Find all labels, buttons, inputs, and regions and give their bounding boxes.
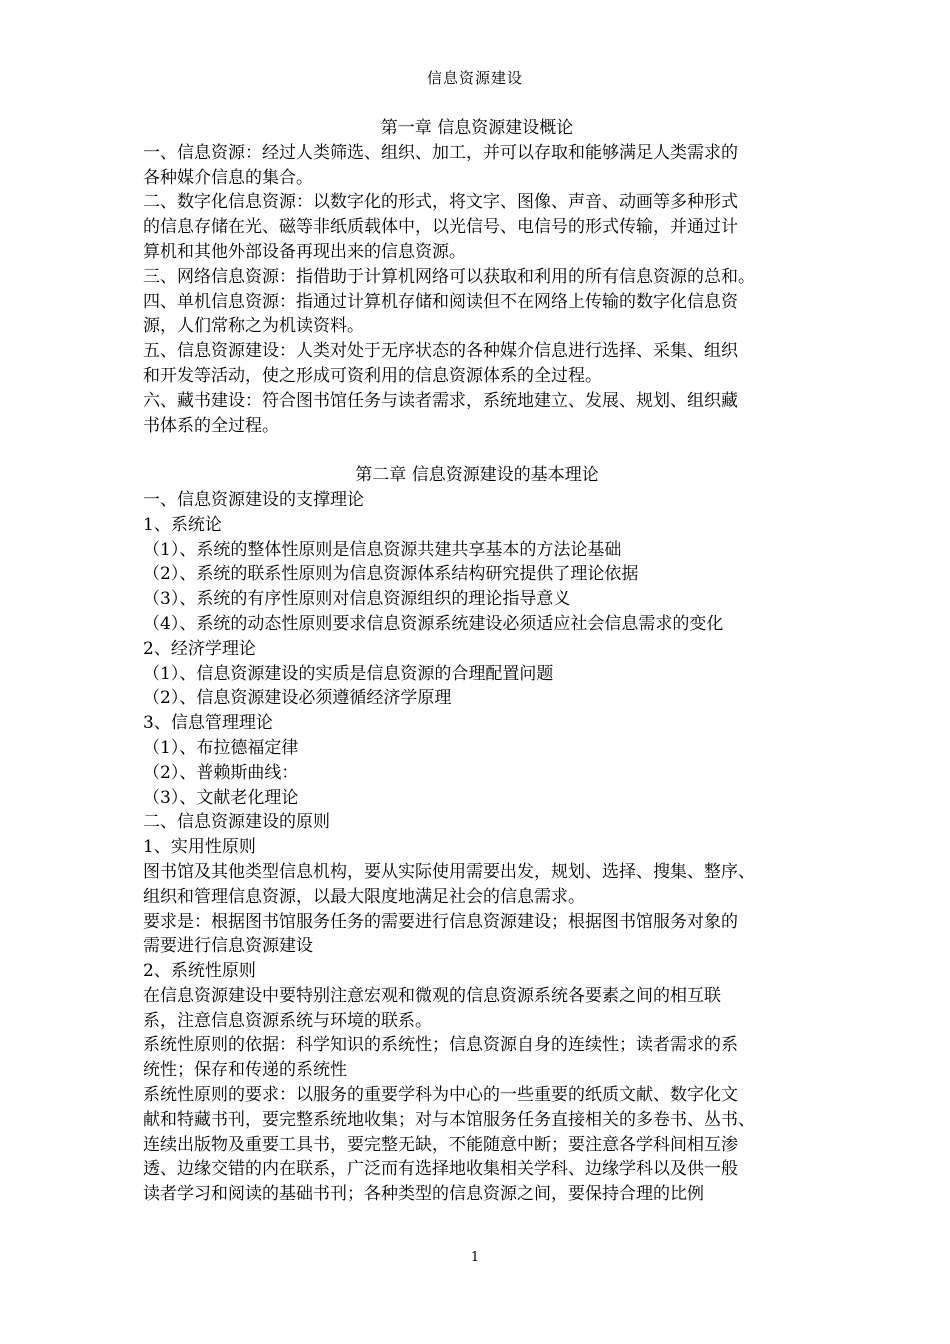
chapter-heading: 第一章 信息资源建设概论 xyxy=(380,118,574,138)
text-line: 系统性原则的依据：科学知识的系统性；信息资源自身的连续性；读者需求的系 xyxy=(143,1035,738,1056)
text-line: 3、信息管理理论 xyxy=(143,713,273,734)
text-line: 和开发等活动，使之形成可资利用的信息资源体系的全过程。 xyxy=(143,365,602,386)
blank-line xyxy=(143,438,811,463)
text-line: 组织和管理信息资源，以最大限度地满足社会的信息需求。 xyxy=(143,886,585,907)
text-line: 书体系的全过程。 xyxy=(143,415,279,436)
text-line: 统性；保存和传递的系统性 xyxy=(143,1060,347,1081)
text-line: 在信息资源建设中要特别注意宏观和微观的信息资源系统各要素之间的相互联 xyxy=(143,985,721,1006)
text-line: （1）、布拉德福定律 xyxy=(143,737,299,758)
text-line: （4）、系统的动态性原则要求信息资源系统建设必须适应社会信息需求的变化 xyxy=(143,613,724,634)
text-line: 要求是：根据图书馆服务任务的需要进行信息资源建设；根据图书馆服务对象的 xyxy=(143,911,738,932)
text-line: 六、藏书建设：符合图书馆任务与读者需求，系统地建立、发展、规划、组织藏 xyxy=(143,390,738,411)
text-line: 一、信息资源建设的支撑理论 xyxy=(143,489,364,510)
text-line: 源，人们常称之为机读资料。 xyxy=(143,316,364,337)
text-line: 系统性原则的要求：以服务的重要学科为中心的一些重要的纸质文献、数字化文 xyxy=(143,1085,738,1106)
text-line: （2）、普赖斯曲线： xyxy=(143,762,299,783)
text-line: 一、信息资源：经过人类筛选、组织、加工，并可以存取和能够满足人类需求的 xyxy=(143,142,738,163)
text-line: 算机和其他外部设备再现出来的信息资源。 xyxy=(143,241,466,262)
text-line: 二、数字化信息资源：以数字化的形式，将文字、图像、声音、动画等多种形式 xyxy=(143,192,738,213)
text-line: （1）、系统的整体性原则是信息资源共建共享基本的方法论基础 xyxy=(143,539,622,560)
text-line: 连续出版物及重要工具书，要完整无缺，不能随意中断；要注意各学科间相互渗 xyxy=(143,1134,738,1155)
text-line: 透、边缘交错的内在联系，广泛而有选择地收集相关学科、边缘学科以及供一般 xyxy=(143,1159,738,1180)
chapter-heading: 第二章 信息资源建设的基本理论 xyxy=(355,465,599,486)
text-line: 二、信息资源建设的原则 xyxy=(143,812,330,833)
text-line: 1、系统论 xyxy=(143,514,222,535)
text-line: 系，注意信息资源系统与环境的联系。 xyxy=(143,1010,432,1031)
text-line: （3）、文献老化理论 xyxy=(143,787,299,808)
text-line: 各种媒介信息的集合。 xyxy=(143,167,313,188)
text-line: （2）、系统的联系性原则为信息资源体系结构研究提供了理论依据 xyxy=(143,564,639,585)
text-line: 需要进行信息资源建设 xyxy=(143,936,313,957)
text-line: 四、单机信息资源：指通过计算机存储和阅读但不在网络上传输的数字化信息资 xyxy=(143,291,738,312)
page-number: 1 xyxy=(470,1250,480,1265)
text-line: （3）、系统的有序性原则对信息资源组织的理论指导意义 xyxy=(143,589,571,610)
text-line: （2）、信息资源建设必须遵循经济学原理 xyxy=(143,688,452,709)
text-line: 图书馆及其他类型信息机构，要从实际使用需要出发，规划、选择、搜集、整序、 xyxy=(143,861,755,882)
text-line: （1）、信息资源建设的实质是信息资源的合理配置问题 xyxy=(143,663,554,684)
text-line: 五、信息资源建设：人类对处于无序状态的各种媒介信息进行选择、采集、组织 xyxy=(143,341,738,362)
text-line: 的信息存储在光、磁等非纸质载体中，以光信号、电信号的形式传输，并通过计 xyxy=(143,217,738,238)
text-line: 献和特藏书刊，要完整系统地收集；对与本馆服务任务直接相关的多卷书、丛书、 xyxy=(143,1109,755,1130)
text-line: 2、系统性原则 xyxy=(143,961,256,982)
text-line: 1、实用性原则 xyxy=(143,837,256,858)
text-line: 读者学习和阅读的基础书刊；各种类型的信息资源之间，要保持合理的比例 xyxy=(143,1184,704,1205)
text-line: 2、经济学理论 xyxy=(143,638,256,659)
running-header: 信息资源建设 xyxy=(426,69,523,87)
text-line: 三、网络信息资源：指借助于计算机网络可以获取和利用的所有信息资源的总和。 xyxy=(143,266,755,287)
document-body xyxy=(143,116,811,1207)
